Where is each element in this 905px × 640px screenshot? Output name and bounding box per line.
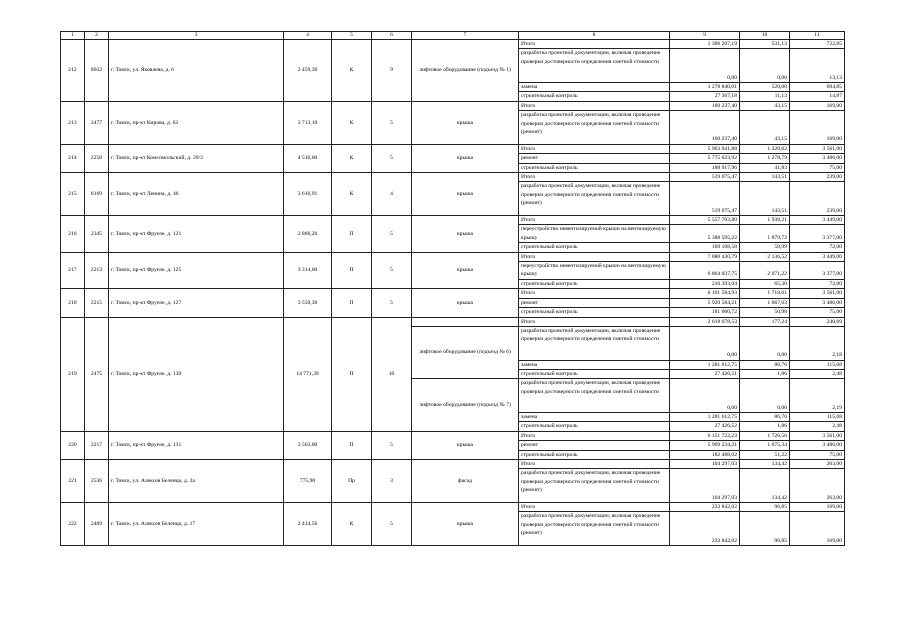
work-type-cell: Итого bbox=[519, 173, 670, 182]
amount-cell-v11: 2,19 bbox=[790, 379, 845, 413]
amount-cell-v11: 3 561,00 bbox=[790, 144, 845, 153]
area-cell: 4 516,00 bbox=[284, 144, 332, 172]
floors-cell: 5 bbox=[372, 431, 412, 459]
amount-cell-v10: 43,15 bbox=[740, 101, 790, 110]
amount-cell-v11: 3 377,00 bbox=[790, 225, 845, 243]
work-type-cell: Итого bbox=[519, 252, 670, 261]
table-row bbox=[61, 101, 845, 110]
amount-cell-v11: 263,00 bbox=[790, 459, 845, 468]
amount-cell-v11: 75,00 bbox=[790, 450, 845, 459]
amount-cell-v10: 1 320,62 bbox=[740, 144, 790, 153]
amount-cell-v11: 75,00 bbox=[790, 308, 845, 317]
amount-cell-v11: 239,00 bbox=[790, 182, 845, 216]
column-number-4: 4 bbox=[284, 32, 332, 40]
amount-cell-v9: 1 281 612,75 bbox=[670, 412, 740, 421]
amount-cell-v11: 169,00 bbox=[790, 101, 845, 110]
amount-cell-v10: 96,85 bbox=[740, 512, 790, 546]
work-type-cell: строительный контроль bbox=[519, 422, 670, 431]
address-cell: г. Томск, пр-кт Фрунзе, д. 121 bbox=[109, 216, 284, 253]
amount-cell-v9: 5 775 023,92 bbox=[670, 154, 740, 163]
amount-cell-v11: 3 377,00 bbox=[790, 262, 845, 280]
amount-cell-v11: 3 561,00 bbox=[790, 289, 845, 298]
column-number-2: 2 bbox=[85, 32, 109, 40]
floors-cell: 5 bbox=[372, 502, 412, 545]
amount-cell-v9: 233 842,02 bbox=[670, 512, 740, 546]
area-cell: 3 563,00 bbox=[284, 431, 332, 459]
amount-cell-v11: 240,69 bbox=[790, 317, 845, 326]
address-cell: г. Томск, пр-кт Фрунзе, д. 127 bbox=[109, 289, 284, 317]
amount-cell-v10: 1,86 bbox=[740, 369, 790, 378]
work-type-cell: разработка проектной документации, включая проведение проверки достоверности определения сметной стоимости (ремонт) bbox=[519, 182, 670, 216]
floors-cell: 5 bbox=[372, 289, 412, 317]
row-number-cell: 221 bbox=[61, 459, 85, 502]
amount-cell-v10: 0,00 bbox=[740, 379, 790, 413]
row-number-cell: 213 bbox=[61, 101, 85, 144]
work-object-cell: крыша bbox=[412, 101, 519, 144]
work-type-cell: замена bbox=[519, 360, 670, 369]
amount-cell-v9: 519 075,47 bbox=[670, 173, 740, 182]
amount-cell-v10: 96,85 bbox=[740, 502, 790, 511]
amount-cell-v10: 51,22 bbox=[740, 450, 790, 459]
area-cell: 2 866,20 bbox=[284, 216, 332, 253]
work-type-cell: ремонт bbox=[519, 298, 670, 307]
house-id-cell: 2536 bbox=[85, 459, 109, 502]
work-type-cell: строительный контроль bbox=[519, 308, 670, 317]
amount-cell-v11: 263,00 bbox=[790, 469, 845, 503]
amount-cell-v9: 6 151 722,23 bbox=[670, 431, 740, 440]
amount-cell-v10: 1,86 bbox=[740, 422, 790, 431]
table-row bbox=[61, 459, 845, 468]
house-id-cell: 2345 bbox=[85, 216, 109, 253]
work-type-cell: переустройство невентилируемой крыши на вентилируемую крышу bbox=[519, 225, 670, 243]
work-type-cell: Итого bbox=[519, 459, 670, 468]
amount-cell-v9: 5 388 595,22 bbox=[670, 225, 740, 243]
area-cell: 2 459,30 bbox=[284, 40, 332, 102]
address-cell: г. Томск, пр-кт Ленина, д. 46 bbox=[109, 173, 284, 216]
amount-cell-v9: 2 618 078,53 bbox=[670, 317, 740, 326]
amount-cell-v10: 1 278,79 bbox=[740, 154, 790, 163]
area-cell: 2 414,56 bbox=[284, 502, 332, 545]
amount-cell-v9: 5 963 941,88 bbox=[670, 144, 740, 153]
work-type-cell: строительный контроль bbox=[519, 369, 670, 378]
wall-material-cell: Пр bbox=[332, 459, 372, 502]
work-type-cell: Итого bbox=[519, 431, 670, 440]
amount-cell-v11: 3 561,00 bbox=[790, 431, 845, 440]
amount-cell-v10: 2 071,22 bbox=[740, 262, 790, 280]
amount-cell-v11: 2,48 bbox=[790, 369, 845, 378]
address-cell: г. Томск, ул. Алексея Беленца, д. 2а bbox=[109, 459, 284, 502]
table-row bbox=[61, 40, 845, 49]
house-id-cell: 2477 bbox=[85, 101, 109, 144]
work-type-cell: Итого bbox=[519, 317, 670, 326]
table-row bbox=[61, 502, 845, 511]
amount-cell-v10: 0,00 bbox=[740, 326, 790, 360]
wall-material-cell: П bbox=[332, 289, 372, 317]
amount-cell-v10: 43,15 bbox=[740, 111, 790, 145]
floors-cell: 10 bbox=[372, 317, 412, 431]
work-type-cell: Итого bbox=[519, 144, 670, 153]
amount-cell-v9: 104 297,03 bbox=[670, 459, 740, 468]
wall-material-cell: П bbox=[332, 252, 372, 289]
amount-cell-v9: 6 101 584,93 bbox=[670, 289, 740, 298]
table-row bbox=[61, 431, 845, 440]
amount-cell-v10: 0,00 bbox=[740, 49, 790, 83]
work-object-cell: крыша bbox=[412, 173, 519, 216]
amount-cell-v11: 3 486,00 bbox=[790, 154, 845, 163]
amount-cell-v10: 134,42 bbox=[740, 469, 790, 503]
amount-cell-v9: 5 920 584,21 bbox=[670, 298, 740, 307]
area-cell: 3 550,30 bbox=[284, 289, 332, 317]
row-number-cell: 222 bbox=[61, 502, 85, 545]
work-type-cell: ремонт bbox=[519, 441, 670, 450]
amount-cell-v9: 0,00 bbox=[670, 326, 740, 360]
house-id-cell: 2217 bbox=[85, 431, 109, 459]
amount-cell-v10: 1 726,56 bbox=[740, 431, 790, 440]
work-type-cell: разработка проектной документации, включая проведение проверки достоверности определения сметной стоимости (ремонт) bbox=[519, 469, 670, 503]
row-number-cell: 217 bbox=[61, 252, 85, 289]
address-cell: г. Томск, пр-кт Комсомольский, д. 39/3 bbox=[109, 144, 284, 172]
work-type-cell: Итого bbox=[519, 101, 670, 110]
work-type-cell: строительный контроль bbox=[519, 163, 670, 172]
work-type-cell: разработка проектной документации, включая проведение проверки достоверности определения сметной стоимости bbox=[519, 379, 670, 413]
area-cell: 3 616,91 bbox=[284, 173, 332, 216]
column-number-8: 8 bbox=[519, 32, 670, 40]
work-object-cell: крыша bbox=[412, 289, 519, 317]
column-number-10: 10 bbox=[740, 32, 790, 40]
floors-cell: 5 bbox=[372, 144, 412, 172]
amount-cell-v10: 11,13 bbox=[740, 92, 790, 101]
column-number-11: 11 bbox=[790, 32, 845, 40]
amount-cell-v10: 143,51 bbox=[740, 173, 790, 182]
table-row bbox=[61, 173, 845, 182]
column-number-7: 7 bbox=[412, 32, 519, 40]
area-cell: 775,90 bbox=[284, 459, 332, 502]
amount-cell-v11: 72,00 bbox=[790, 243, 845, 252]
floors-cell: 5 bbox=[372, 216, 412, 253]
work-type-cell: Итого bbox=[519, 40, 670, 49]
amount-cell-v10: 134,42 bbox=[740, 459, 790, 468]
table-row bbox=[61, 317, 845, 326]
floors-cell: 5 bbox=[372, 252, 412, 289]
row-number-cell: 215 bbox=[61, 173, 85, 216]
amount-cell-v10: 65,30 bbox=[740, 279, 790, 288]
amount-cell-v9: 5 557 703,80 bbox=[670, 216, 740, 225]
amount-cell-v10: 58,99 bbox=[740, 243, 790, 252]
floors-cell: 4 bbox=[372, 173, 412, 216]
work-type-cell: строительный контроль bbox=[519, 279, 670, 288]
wall-material-cell: К bbox=[332, 144, 372, 172]
work-object-cell: крыша bbox=[412, 144, 519, 172]
amount-cell-v10: 177,24 bbox=[740, 317, 790, 326]
area-cell: 14 771,39 bbox=[284, 317, 332, 431]
work-type-cell: замена bbox=[519, 83, 670, 92]
works-table bbox=[60, 31, 845, 546]
amount-cell-v9: 216 393,04 bbox=[670, 279, 740, 288]
work-object-cell: крыша bbox=[412, 502, 519, 545]
house-id-cell: 2215 bbox=[85, 289, 109, 317]
amount-cell-v9: 1 306 207,19 bbox=[670, 40, 740, 49]
amount-cell-v11: 169,00 bbox=[790, 512, 845, 546]
column-number-9: 9 bbox=[670, 32, 740, 40]
row-number-cell: 212 bbox=[61, 40, 85, 102]
amount-cell-v11: 72,00 bbox=[790, 279, 845, 288]
amount-cell-v11: 3 449,00 bbox=[790, 216, 845, 225]
work-object-cell: фасад bbox=[412, 459, 519, 502]
row-number-cell: 220 bbox=[61, 431, 85, 459]
wall-material-cell: П bbox=[332, 216, 372, 253]
amount-cell-v11: 115,68 bbox=[790, 412, 845, 421]
amount-cell-v9: 27 426,52 bbox=[670, 422, 740, 431]
amount-cell-v11: 694,85 bbox=[790, 83, 845, 92]
column-number-6: 6 bbox=[372, 32, 412, 40]
work-type-cell: Итого bbox=[519, 502, 670, 511]
amount-cell-v9: 233 842,02 bbox=[670, 502, 740, 511]
work-object-cell: крыша bbox=[412, 216, 519, 253]
address-cell: г. Томск, пр-кт Фрунзе, д. 130 bbox=[109, 317, 284, 431]
amount-cell-v11: 2,18 bbox=[790, 326, 845, 360]
amount-cell-v10: 1 667,63 bbox=[740, 298, 790, 307]
amount-cell-v9: 169 108,58 bbox=[670, 243, 740, 252]
work-object-cell: крыша bbox=[412, 431, 519, 459]
house-id-cell: 2409 bbox=[85, 502, 109, 545]
house-id-cell: 8032 bbox=[85, 40, 109, 102]
work-type-cell: строительный контроль bbox=[519, 92, 670, 101]
address-cell: г. Томск, ул. Яковлева, д. 6 bbox=[109, 40, 284, 102]
amount-cell-v11: 13,13 bbox=[790, 49, 845, 83]
amount-cell-v9: 7 080 430,79 bbox=[670, 252, 740, 261]
address-cell: г. Томск, пр-кт Фрунзе, д. 131 bbox=[109, 431, 284, 459]
amount-cell-v11: 169,00 bbox=[790, 502, 845, 511]
work-object-cell: лифтовое оборудование (подъезд № 1) bbox=[412, 40, 519, 102]
address-cell: г. Томск, пр-кт Фрунзе, д. 125 bbox=[109, 252, 284, 289]
area-cell: 3 713,10 bbox=[284, 101, 332, 144]
wall-material-cell: К bbox=[332, 173, 372, 216]
amount-cell-v11: 3 486,00 bbox=[790, 441, 845, 450]
amount-cell-v10: 1 938,21 bbox=[740, 216, 790, 225]
row-number-cell: 219 bbox=[61, 317, 85, 431]
table-row bbox=[61, 252, 845, 261]
amount-cell-v10: 1 718,61 bbox=[740, 289, 790, 298]
table-row bbox=[61, 216, 845, 225]
wall-material-cell: К bbox=[332, 40, 372, 102]
amount-cell-v11: 115,68 bbox=[790, 360, 845, 369]
amount-cell-v9: 188 917,96 bbox=[670, 163, 740, 172]
amount-cell-v10: 1 675,34 bbox=[740, 441, 790, 450]
amount-cell-v9: 5 969 234,21 bbox=[670, 441, 740, 450]
amount-cell-v9: 6 864 037,75 bbox=[670, 262, 740, 280]
table-row bbox=[61, 289, 845, 298]
amount-cell-v9: 27 367,18 bbox=[670, 92, 740, 101]
wall-material-cell: К bbox=[332, 502, 372, 545]
area-cell: 3 314,00 bbox=[284, 252, 332, 289]
house-id-cell: 2475 bbox=[85, 317, 109, 431]
work-type-cell: переустройство невентилируемой крыши на вентилируемую крышу bbox=[519, 262, 670, 280]
amount-cell-v9: 0,00 bbox=[670, 49, 740, 83]
amount-cell-v11: 169,00 bbox=[790, 111, 845, 145]
amount-cell-v11: 75,00 bbox=[790, 163, 845, 172]
wall-material-cell: П bbox=[332, 431, 372, 459]
amount-cell-v9: 104 297,03 bbox=[670, 469, 740, 503]
amount-cell-v10: 143,51 bbox=[740, 182, 790, 216]
amount-cell-v10: 2 136,52 bbox=[740, 252, 790, 261]
amount-cell-v9: 519 075,47 bbox=[670, 182, 740, 216]
work-object-cell: лифтовое оборудование (подъезд № 6) bbox=[412, 326, 519, 378]
work-type-cell: строительный контроль bbox=[519, 450, 670, 459]
amount-cell-v10: 86,76 bbox=[740, 360, 790, 369]
table-row bbox=[61, 144, 845, 153]
house-id-cell: 2258 bbox=[85, 144, 109, 172]
amount-cell-v9: 181 000,72 bbox=[670, 308, 740, 317]
amount-cell-v10: 50,98 bbox=[740, 308, 790, 317]
row-number-cell: 214 bbox=[61, 144, 85, 172]
column-number-5: 5 bbox=[332, 32, 372, 40]
amount-cell-v9: 1 278 840,01 bbox=[670, 83, 740, 92]
work-type-cell: разработка проектной документации, включая проведение проверки достоверности определения сметной стоимости (ремонт) bbox=[519, 512, 670, 546]
address-cell: г. Томск, пр-кт Кирова, д. 62 bbox=[109, 101, 284, 144]
amount-cell-v11: 3 486,00 bbox=[790, 298, 845, 307]
work-type-cell: строительный контроль bbox=[519, 243, 670, 252]
amount-cell-v11: 2,48 bbox=[790, 422, 845, 431]
column-number-3: 3 bbox=[109, 32, 284, 40]
wall-material-cell: К bbox=[332, 101, 372, 144]
work-type-cell: ремонт bbox=[519, 154, 670, 163]
amount-cell-v10: 1 879,72 bbox=[740, 225, 790, 243]
work-object-cell: лифтовое оборудование (подъезд № 7) bbox=[412, 379, 519, 431]
row-number-cell: 218 bbox=[61, 289, 85, 317]
amount-cell-v9: 160 237,40 bbox=[670, 101, 740, 110]
amount-cell-v10: 531,13 bbox=[740, 40, 790, 49]
amount-cell-v9: 160 237,40 bbox=[670, 111, 740, 145]
work-type-cell: замена bbox=[519, 412, 670, 421]
column-number-1: 1 bbox=[61, 32, 85, 40]
amount-cell-v10: 41,83 bbox=[740, 163, 790, 172]
work-type-cell: Итого bbox=[519, 216, 670, 225]
floors-cell: 3 bbox=[372, 459, 412, 502]
amount-cell-v9: 0,00 bbox=[670, 379, 740, 413]
document-page bbox=[60, 31, 844, 546]
amount-cell-v9: 1 281 612,75 bbox=[670, 360, 740, 369]
amount-cell-v11: 239,00 bbox=[790, 173, 845, 182]
work-type-cell: разработка проектной документации, включая проведение проверки достоверности определения сметной стоимости (ремонт) bbox=[519, 111, 670, 145]
wall-material-cell: П bbox=[332, 317, 372, 431]
amount-cell-v11: 14,87 bbox=[790, 92, 845, 101]
work-type-cell: разработка проектной документации, включая проведение проверки достоверности определения сметной стоимости bbox=[519, 326, 670, 360]
house-id-cell: 2213 bbox=[85, 252, 109, 289]
address-cell: г. Томск, ул. Алексея Беленца, д. 17 bbox=[109, 502, 284, 545]
amount-cell-v10: 520,00 bbox=[740, 83, 790, 92]
amount-cell-v9: 27 426,51 bbox=[670, 369, 740, 378]
header-row bbox=[61, 32, 845, 40]
house-id-cell: 8169 bbox=[85, 173, 109, 216]
floors-cell: 5 bbox=[372, 101, 412, 144]
work-object-blank-cell bbox=[412, 317, 519, 326]
work-type-cell: разработка проектной документации, включая проведение проверки достоверности определения сметной стоимости bbox=[519, 49, 670, 83]
row-number-cell: 216 bbox=[61, 216, 85, 253]
work-type-cell: Итого bbox=[519, 289, 670, 298]
floors-cell: 9 bbox=[372, 40, 412, 102]
amount-cell-v9: 182 488,02 bbox=[670, 450, 740, 459]
amount-cell-v11: 722,85 bbox=[790, 40, 845, 49]
work-object-cell: крыша bbox=[412, 252, 519, 289]
amount-cell-v10: 86,76 bbox=[740, 412, 790, 421]
amount-cell-v11: 3 449,00 bbox=[790, 252, 845, 261]
